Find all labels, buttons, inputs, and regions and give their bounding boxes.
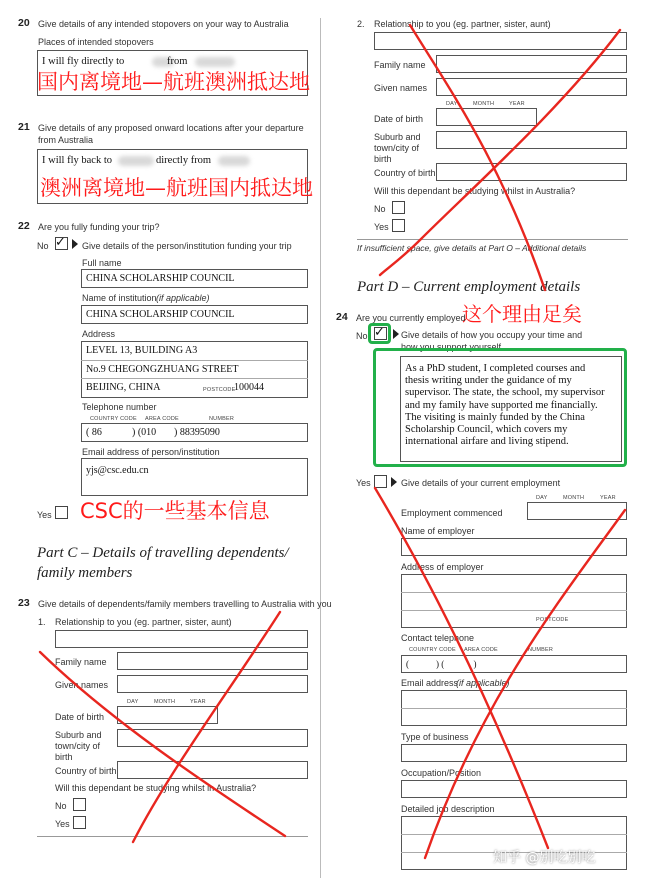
part-c-heading-line1: Part C – Details of travelling dependents/ (37, 545, 289, 561)
crossout-stroke (425, 510, 625, 858)
area-code-label: AREA CODE (145, 416, 179, 422)
institution-hint: (if applicable) (156, 293, 210, 303)
q24-yes-label: Yes (356, 478, 371, 488)
dep2-yes-label: Yes (374, 222, 389, 232)
address-label: Address (82, 329, 116, 339)
postcode-value: 100044 (234, 382, 264, 393)
question-22-text: Are you fully funding your trip? (38, 222, 160, 232)
country-of-birth-label: Country of birth (55, 766, 117, 776)
full-name-label: Full name (82, 258, 122, 268)
employer-postcode-label: POSTCODE (536, 617, 569, 623)
q22-yes-label: Yes (37, 510, 52, 520)
stopovers-fill-b: from (167, 56, 188, 67)
stopovers-fill-a: I will fly directly to (42, 56, 125, 67)
annotation-q20: 国内离境地—航班澳洲抵达地 (37, 70, 310, 94)
given-names-label: Given names (55, 680, 109, 690)
dep2-suburb-line3: birth (374, 154, 392, 164)
q24-no-detail-line1: Give details of how you occupy your time and (401, 330, 583, 340)
question-21-number: 21 (18, 121, 30, 133)
institution-value: CHINA SCHOLARSHIP COUNCIL (86, 309, 235, 320)
employer-address-label: Address of employer (401, 562, 484, 572)
question-22-number: 22 (18, 220, 30, 232)
studying-label: Will this dependant be studying whilst in Australia? (55, 783, 257, 793)
number-value: 88395090 (179, 427, 220, 438)
question-24-text: Are you currently employed (356, 313, 466, 323)
employment-commenced-label: Employment commenced (401, 508, 503, 518)
dep2-suburb-line2: town/city of (374, 143, 420, 153)
area-code-value: 010 (141, 427, 157, 438)
email-label: Email address of person/institution (82, 447, 220, 457)
annotation-csc: CSC的一些基本信息 (80, 499, 270, 523)
institution-label: Name of institution (82, 293, 157, 303)
question-24-number: 24 (336, 311, 348, 323)
year-label: YEAR (190, 699, 206, 705)
full-name-value: CHINA SCHOLARSHIP COUNCIL (86, 273, 235, 284)
contact-telephone-label: Contact telephone (401, 633, 475, 643)
emp-year-label: YEAR (600, 495, 616, 501)
emp-month-label: MONTH (563, 495, 585, 501)
q24-no-detail-line2: how you support yourself (401, 342, 502, 352)
occupation-label: Occupation/Position (401, 768, 482, 778)
job-description-label: Detailed job description (401, 804, 495, 814)
relationship-label: Relationship to you (eg. partner, sister, aunt) (55, 617, 232, 627)
telephone-label: Telephone number (82, 402, 157, 412)
stopovers-label: Places of intended stopovers (38, 37, 154, 47)
crossout-stroke (375, 488, 548, 848)
emp-number-label: NUMBER (528, 647, 554, 653)
q24-yes-detail: Give details of your current employment (401, 478, 561, 488)
part-c-heading-line2: family members (37, 565, 133, 581)
emp-email-label: Email address (401, 678, 459, 688)
onward-fill-a: I will fly back to (42, 155, 112, 166)
email-value: yjs@csc.edu.cn (86, 465, 149, 476)
dep2-year-label: YEAR (509, 101, 525, 107)
dob-label: Date of birth (55, 712, 105, 722)
dep2-studying-label: Will this dependant be studying whilst in Australia? (374, 186, 576, 196)
postcode-label: POSTCODE (203, 387, 236, 393)
onward-fill-b: directly from (156, 155, 212, 166)
q22-no-label: No (37, 241, 49, 251)
watermark: 知乎 @别吃别吃 (493, 850, 596, 866)
question-23-text: Give details of dependents/family members travelling to Australia with you (38, 599, 332, 609)
dep2-dob-label: Date of birth (374, 114, 424, 124)
emp-country-code-label: COUNTRY CODE (409, 647, 456, 653)
question-20-number: 20 (18, 17, 30, 29)
dep1-no-label: No (55, 801, 67, 811)
suburb-label-line1: Suburb and (55, 730, 102, 740)
dep2-relationship-label: Relationship to you (eg. partner, sister, aunt) (374, 19, 551, 29)
country-code-value: 86 (91, 427, 102, 438)
suburb-label-line2: town/city of (55, 741, 101, 751)
suburb-label-line3: birth (55, 752, 73, 762)
crossout-stroke (40, 652, 285, 836)
dependent-1-index: 1. (38, 617, 46, 627)
checkmark-icon: ✓ (55, 235, 66, 250)
checkmark-icon: ✓ (374, 325, 385, 340)
month-label: MONTH (154, 699, 176, 705)
dep2-no-label: No (374, 204, 386, 214)
address-line-2: No.9 CHEGONGZHUANG STREET (86, 364, 239, 375)
crossout-stroke (380, 30, 620, 275)
dep2-family-name-label: Family name (374, 60, 426, 70)
question-21-text-line2: from Australia (38, 135, 94, 145)
employer-name-label: Name of employer (401, 526, 475, 536)
dependent-2-index: 2. (357, 19, 365, 29)
occupation-support-answer: As a PhD student, I completed courses and thesis writing under the guidance of my supervisor. The state, the school, my supervisor and my family have supported me financially. The visiting is mainly funded by the China Scholarship Council, which covers my international airfare and living stipend. (405, 363, 605, 448)
emp-day-label-2: DAY (536, 495, 548, 501)
annotation-part-d: 这个理由足矣 (462, 302, 582, 326)
dep2-day-label: DAY (446, 101, 458, 107)
crossout-stroke (410, 25, 545, 290)
address-line-3: BEIJING, CHINA (86, 382, 161, 393)
emp-email-hint: (if applicable) (456, 678, 510, 688)
q22-no-detail: Give details of the person/institution funding your trip (82, 241, 292, 251)
insufficient-space-note: If insufficient space, give details at Part O – Additional details (357, 243, 587, 253)
question-20-text: Give details of any intended stopovers on your way to Australia (38, 19, 289, 29)
family-name-label: Family name (55, 657, 107, 667)
number-label: NUMBER (209, 416, 235, 422)
dep2-country-label: Country of birth (374, 168, 436, 178)
question-23-number: 23 (18, 597, 30, 609)
crossout-stroke (133, 612, 280, 842)
part-d-heading: Part D – Current employment details (357, 279, 581, 295)
dep2-month-label: MONTH (473, 101, 495, 107)
address-line-1: LEVEL 13, BUILDING A3 (86, 345, 198, 356)
country-code-label: COUNTRY CODE (90, 416, 137, 422)
annotation-q21: 澳洲离境地—航班国内抵达地 (40, 176, 313, 200)
dep2-suburb-line1: Suburb and (374, 132, 421, 142)
question-21-text-line1: Give details of any proposed onward locations after your departure (38, 123, 304, 133)
type-of-business-label: Type of business (401, 732, 469, 742)
dep1-yes-label: Yes (55, 819, 70, 829)
dep2-given-names-label: Given names (374, 83, 428, 93)
q24-no-label: No (356, 331, 368, 341)
day-label: DAY (127, 699, 139, 705)
emp-area-code-label: AREA CODE (464, 647, 498, 653)
